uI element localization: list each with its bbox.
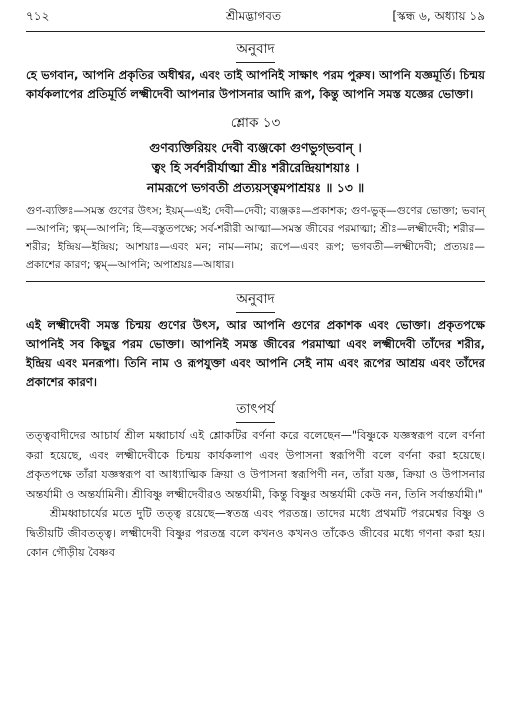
verse-heading: শ্লোক ১৩: [230, 115, 281, 131]
first-translation-text: হে ভগবান, আপনি প্রকৃতির অধীশ্বর, এবং তাই আপনিই সাক্ষাৎ পরম পুরুষ। আপনি যজ্ঞমূর্তি। চিন্ময় কার্যকলাপের প্রতিমূর্তি লক্ষ্মীদেবী আপনার উপাসনার আদি রূপ, কিন্তু আপনি সমস্ত যজ্ঞের ভোক্তা।: [26, 68, 485, 101]
chapter-reference: [স্কন্ধ ৬, অধ্যায় ১৯: [392, 9, 485, 23]
verse-line-1: গুণব্যক্তিরিয়ং দেবী ব্যঞ্জকো গুণভুগ্‌ভবান্ ।: [149, 140, 362, 155]
section-divider: [26, 281, 485, 282]
purport-paragraph-1: তত্ত্ববাদীদের আচার্য শ্রীল মধ্বাচার্য এই শ্লোকটির বর্ণনা করে বলেছেন—"বিষ্ণুকে যজ্ঞস্বরূপ বলে বর্ণনা করা হয়েছে, এবং লক্ষ্মীদেবীকে চিন্ময় কার্যকলাপ এবং উপাসনা স্বরূপিণী বলে বর্ণনা করা হয়েছে। প্রকৃতপক্ষে তাঁরা যজ্ঞস্বরূপ বা আধ্যাত্মিক ক্রিয়া ও উপাসনা স্বরূপিণী নন, তাঁরা যজ্ঞ, ক্রিয়া ও উপাসনার অন্তর্যামী ও অন্তর্যামিনী। শ্রীবিষ্ণু লক্ষ্মীদেবীরও অন্তর্যামী, কিন্তু বিষ্ণুর অন্তর্যামী কেউ নন, তিনি সর্বান্তর্যামী।": [26, 429, 485, 501]
first-translation-heading: অনুবাদ: [26, 38, 485, 63]
header-rule: [26, 31, 485, 32]
page-number: ৭১২: [26, 9, 50, 23]
verse-line-2: ত্বং হি সর্বশরীর্যাত্মা শ্রীঃ শরীরেন্দ্রিয়াশয়াঃ ।: [151, 160, 360, 175]
purport-heading: তাৎপর্য: [26, 398, 485, 423]
page-header: [26, 8, 485, 28]
verse-line-3: নামরূপে ভগবতী প্রত্যয়স্ত্বমপাশ্রয়ঃ ॥ ১৩ ॥: [146, 180, 365, 195]
translation-heading: অনুবাদ: [26, 288, 485, 313]
translation-text: এই লক্ষ্মীদেবী সমস্ত চিন্ময় গুণের উৎস, আর আপনি গুণের প্রকাশক এবং ভোক্তা। প্রকৃতপক্ষে আপনিই সব কিছুর পরম ভোক্তা। আপনিই সমস্ত জীবের পরমাত্মা এবং লক্ষ্মীদেবী তাঁদের শরীর, ইন্দ্রিয় এবং মনরূপা। তিনি নাম ও রূপযুক্তা এবং আপনি সেই নাম এবং রূপের আশ্রয় এবং তাঁদের প্রকাশের কারণ।: [26, 318, 485, 389]
word-synonyms: গুণ-ব্যক্তিঃ—সমস্ত গুণের উৎস; ইয়ম্—এই; দেবী—দেবী; ব্যঞ্জকঃ—প্রকাশক; গুণ-ভুক্—গুণের ভোক্তা; ভবান্—আপনি; ত্বম্—আপনি; হি—বস্তুতপক্ষে; সর্ব-শরীরী আত্মা—সমস্ত জীবের পরমাত্মা; শ্রীঃ—লক্ষ্মীদেবী; শরীর—শরীর; ইন্দ্রিয়—ইন্দ্রিয়; আশয়াঃ—এবং মন; নাম—নাম; রূপে—এবং রূপ; ভগবতী—লক্ষ্মীদেবী; প্রত্যয়ঃ—প্রকাশের কারণ; ত্বম্—আপনি; অপাশ্রয়ঃ—আধার।: [26, 205, 485, 271]
purport-paragraph-2: শ্রীমধ্বাচার্যের মতে দুটি তত্ত্ব রয়েছে—স্বতন্ত্র এবং পরতন্ত্র। তাদের মধ্যে প্রথমটি পরমেশ্বর বিষ্ণু ও দ্বিতীয়টি জীবতত্ত্ব। লক্ষ্মীদেবী বিষ্ণুর পরতন্ত্র বলে কখনও কখনও তাঁকেও জীবের মধ্যে গণনা করা হয়। কোন গৌড়ীয় বৈষ্ণব: [26, 507, 485, 559]
book-title: শ্রীমদ্ভাগবত: [225, 9, 281, 23]
